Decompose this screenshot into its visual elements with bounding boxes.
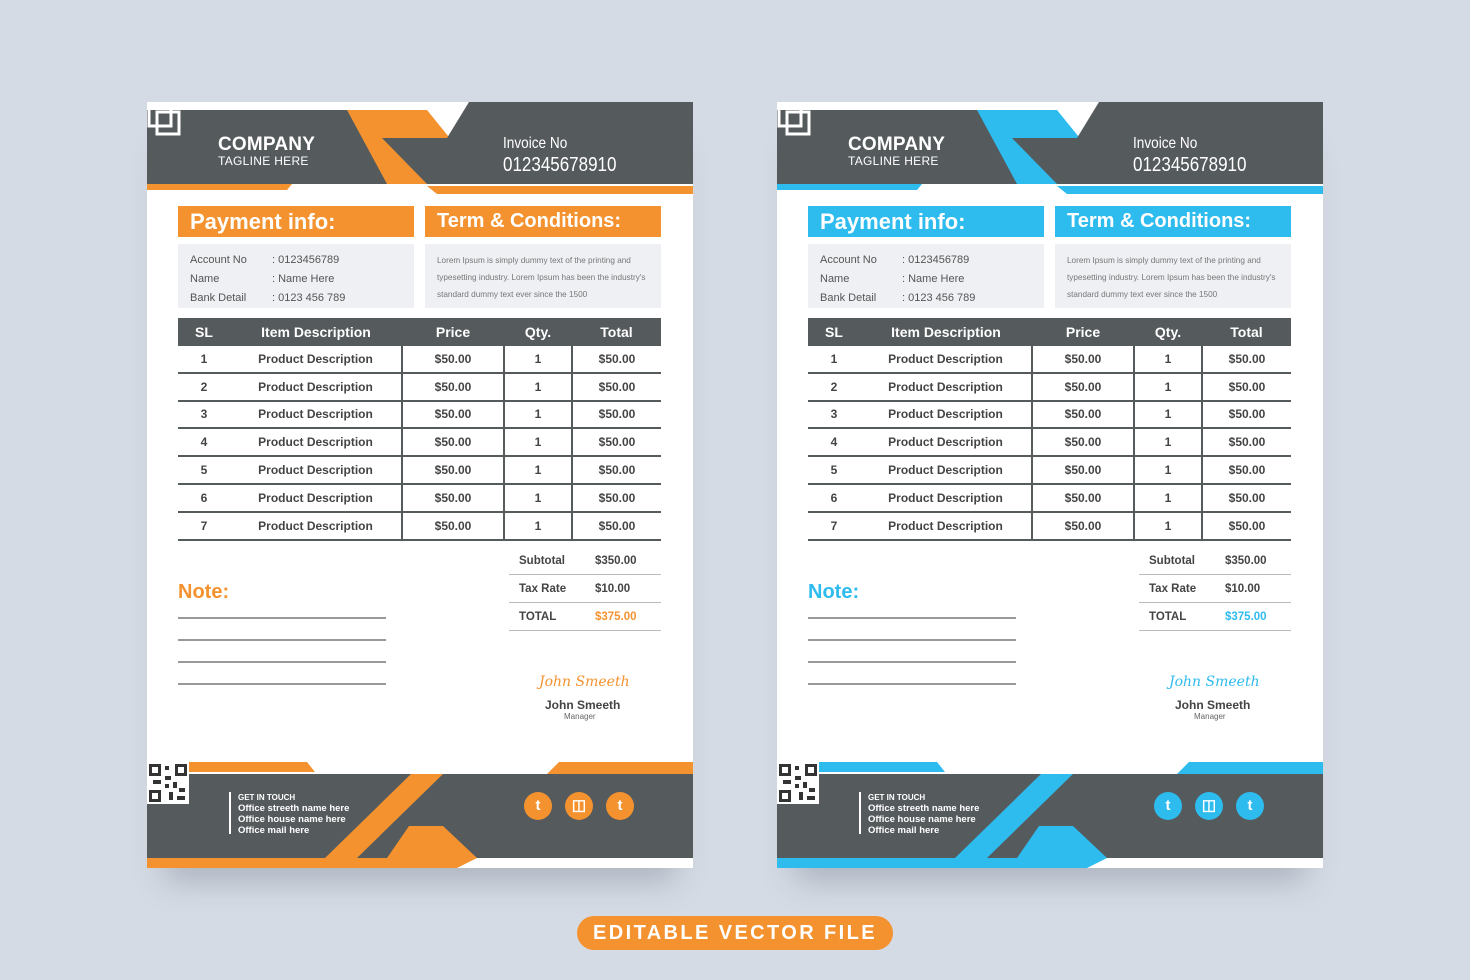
table-row: 1 Product Description $50.00 1 $50.00 — [178, 346, 661, 373]
table-row: 2 Product Description $50.00 1 $50.00 — [808, 373, 1291, 401]
invoice-orange — [147, 102, 693, 868]
payment-row: Name : Name Here — [820, 273, 965, 285]
invoice-header — [147, 102, 693, 194]
contact-line: Office house name here — [868, 814, 976, 825]
company-logo-icon — [147, 102, 181, 136]
tax-row: Tax Rate $10.00 — [509, 575, 661, 603]
tumblr-icon[interactable]: t — [1236, 792, 1264, 820]
payment-info-panel — [178, 244, 414, 308]
terms-title: Term & Conditions: — [1055, 206, 1291, 237]
contact-heading: GET IN TOUCH — [238, 793, 296, 802]
signature-name: John Smeeth — [545, 698, 621, 712]
header-total: Total — [1202, 318, 1291, 346]
invoice-footer — [777, 762, 1323, 868]
instagram-icon[interactable]: ◫ — [565, 792, 593, 820]
note-title: Note: — [808, 581, 860, 603]
invoice-number: 012345678910 — [1133, 154, 1247, 176]
totals-block — [1139, 547, 1291, 631]
invoice-header — [777, 102, 1323, 194]
table-header — [808, 318, 1291, 346]
company-tagline: TAGLINE HERE — [218, 154, 309, 168]
invoice-footer — [147, 762, 693, 868]
qr-code-icon — [147, 762, 189, 804]
note-line — [808, 639, 1016, 641]
note-line — [178, 639, 386, 641]
note-line — [808, 617, 1016, 619]
table-row: 4 Product Description $50.00 1 $50.00 — [808, 428, 1291, 456]
invoice-blue — [777, 102, 1323, 868]
terms-panel — [425, 244, 661, 308]
header-total: Total — [572, 318, 661, 346]
payment-row: Bank Detail : 0123 456 789 — [820, 292, 976, 304]
invoice-label: Invoice No — [1133, 135, 1198, 152]
note-line — [178, 661, 386, 663]
signature-role: Manager — [1194, 712, 1226, 721]
total-row: TOTAL $375.00 — [1139, 603, 1291, 631]
invoice-number: 012345678910 — [503, 154, 617, 176]
footer-divider — [859, 792, 861, 834]
qr-code-icon — [777, 762, 819, 804]
payment-row: Bank Detail : 0123 456 789 — [190, 292, 346, 304]
editable-vector-file-badge: EDITABLE VECTOR FILE — [577, 916, 893, 950]
table-row: 5 Product Description $50.00 1 $50.00 — [808, 456, 1291, 484]
table-row: 4 Product Description $50.00 1 $50.00 — [178, 428, 661, 456]
table-row: 7 Product Description $50.00 1 $50.00 — [808, 512, 1291, 540]
table-row: 7 Product Description $50.00 1 $50.00 — [178, 512, 661, 540]
payment-info-panel — [808, 244, 1044, 308]
header-price: Price — [402, 318, 504, 346]
payment-row: Name : Name Here — [190, 273, 335, 285]
header-description: Item Description — [230, 318, 402, 346]
items-table — [808, 318, 1291, 541]
signature-script: John Smeeth — [539, 674, 630, 690]
company-logo-icon — [777, 102, 811, 136]
totals-block — [509, 547, 661, 631]
subtotal-row: Subtotal $350.00 — [509, 547, 661, 575]
terms-panel — [1055, 244, 1291, 308]
table-row: 1 Product Description $50.00 1 $50.00 — [808, 346, 1291, 373]
items-table — [178, 318, 661, 541]
signature-role: Manager — [564, 712, 596, 721]
tumblr-icon[interactable]: t — [606, 792, 634, 820]
contact-line: Office streeth name here — [238, 803, 350, 814]
company-tagline: TAGLINE HERE — [848, 154, 939, 168]
terms-text: Lorem Ipsum is simply dummy text of the printing and typesetting industry. Lorem Ipsum has been the industry's standard dummy text ever since the 1500 — [1067, 256, 1276, 299]
header-sl: SL — [808, 318, 860, 346]
header-qty: Qty. — [504, 318, 572, 346]
contact-line: Office mail here — [868, 825, 940, 836]
header-description: Item Description — [860, 318, 1032, 346]
payment-row: Account No : 0123456789 — [190, 254, 340, 266]
table-row: 5 Product Description $50.00 1 $50.00 — [178, 456, 661, 484]
company-name: COMPANY — [848, 134, 946, 155]
header-qty: Qty. — [1134, 318, 1202, 346]
instagram-icon[interactable]: ◫ — [1195, 792, 1223, 820]
note-line — [178, 683, 386, 685]
company-name: COMPANY — [218, 134, 316, 155]
note-title: Note: — [178, 581, 230, 603]
signature-script: John Smeeth — [1169, 674, 1260, 690]
contact-line: Office streeth name here — [868, 803, 980, 814]
terms-title: Term & Conditions: — [425, 206, 661, 237]
contact-line: Office house name here — [238, 814, 346, 825]
total-row: TOTAL $375.00 — [509, 603, 661, 631]
payment-info-title: Payment info: — [808, 206, 1044, 237]
payment-row: Account No : 0123456789 — [820, 254, 970, 266]
subtotal-row: Subtotal $350.00 — [1139, 547, 1291, 575]
table-row: 3 Product Description $50.00 1 $50.00 — [178, 401, 661, 429]
payment-info-title: Payment info: — [178, 206, 414, 237]
table-row: 6 Product Description $50.00 1 $50.00 — [808, 484, 1291, 512]
contact-block — [238, 792, 349, 836]
header-price: Price — [1032, 318, 1134, 346]
twitter-icon[interactable]: t — [524, 792, 552, 820]
contact-heading: GET IN TOUCH — [868, 793, 926, 802]
twitter-icon[interactable]: t — [1154, 792, 1182, 820]
footer-divider — [229, 792, 231, 834]
header-sl: SL — [178, 318, 230, 346]
table-row: 3 Product Description $50.00 1 $50.00 — [808, 401, 1291, 429]
table-row: 2 Product Description $50.00 1 $50.00 — [178, 373, 661, 401]
table-row: 6 Product Description $50.00 1 $50.00 — [178, 484, 661, 512]
contact-block — [868, 792, 979, 836]
terms-text: Lorem Ipsum is simply dummy text of the printing and typesetting industry. Lorem Ipsum has been the industry's standard dummy text ever since the 1500 — [437, 256, 646, 299]
note-line — [808, 683, 1016, 685]
table-header — [178, 318, 661, 346]
contact-line: Office mail here — [238, 825, 310, 836]
signature-name: John Smeeth — [1175, 698, 1251, 712]
tax-row: Tax Rate $10.00 — [1139, 575, 1291, 603]
invoice-label: Invoice No — [503, 135, 568, 152]
note-line — [808, 661, 1016, 663]
note-line — [178, 617, 386, 619]
